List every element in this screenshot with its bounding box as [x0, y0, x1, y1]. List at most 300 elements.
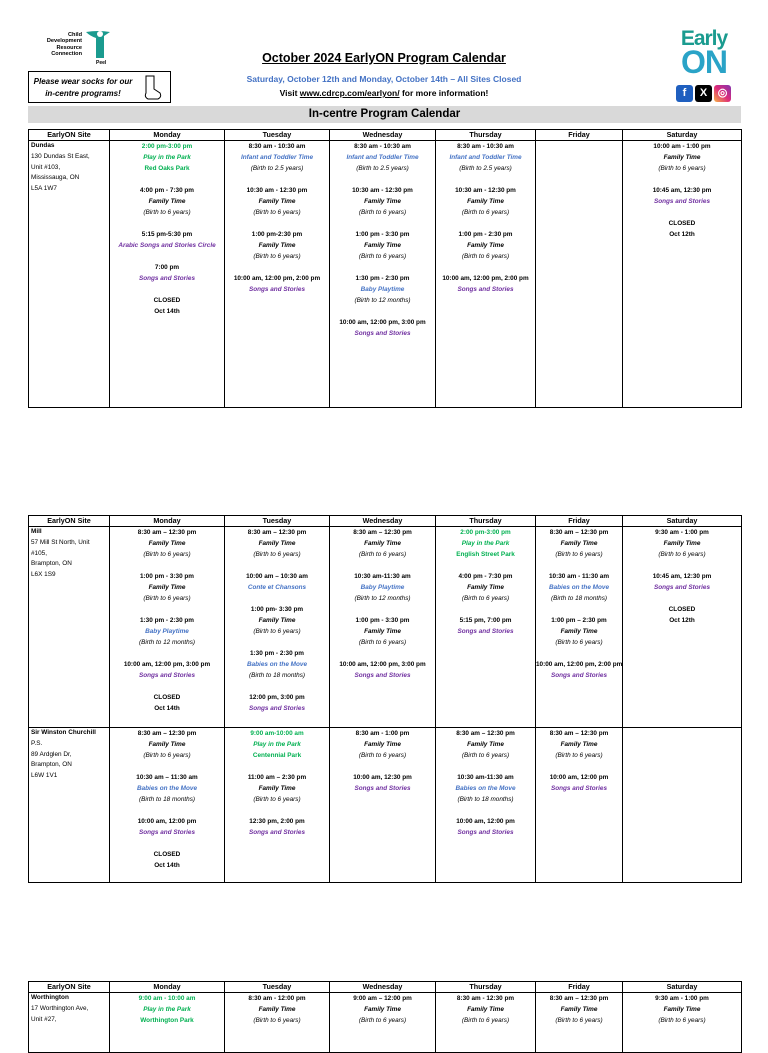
program-entry: [110, 527, 224, 560]
age-range: (Birth to 12 months): [354, 297, 411, 304]
site-cell: [29, 993, 110, 1053]
program-time: 10:00 am, 12:00 pm, 2:00 pm: [442, 275, 529, 282]
age-range: (Birth to 6 years): [358, 639, 407, 646]
section-title: In-centre Program Calendar: [28, 106, 741, 123]
site-address-line: 57 Mill St North, Unit: [31, 538, 90, 546]
day-cell: [623, 728, 742, 883]
age-range: (Birth to 6 years): [358, 551, 407, 558]
program-name: Family Time: [258, 785, 296, 792]
day-cell: [110, 728, 225, 883]
program-name: Family Time: [258, 617, 296, 624]
program-entry: [536, 993, 622, 1026]
program-entry: [536, 659, 622, 681]
col-thursday: Thursday: [436, 982, 536, 993]
program-entry: [330, 185, 435, 218]
calendar-table-worthington: [28, 981, 742, 1053]
program-time: 10:00 am, 12:00 pm: [549, 774, 609, 781]
age-range: (Birth to 6 years): [253, 628, 301, 635]
age-range: (Birth to 6 years): [358, 1017, 407, 1024]
col-saturday: Saturday: [623, 516, 742, 527]
program-entry: [330, 772, 435, 794]
park-location: English Street Park: [456, 551, 515, 558]
age-range: (Birth to 6 years): [358, 209, 407, 216]
age-range: (Birth to 12 months): [138, 639, 196, 646]
program-entry: [110, 772, 224, 805]
program-time: 9:00 am – 12:00 pm: [353, 995, 412, 1002]
program-time: 2:00 pm-3:00 pm: [460, 529, 511, 536]
program-name: Family Time: [560, 628, 598, 635]
table-header-row: [29, 982, 742, 993]
age-range: (Birth to 6 years): [253, 1017, 301, 1024]
program-time: 10:00 am, 12:00 pm, 2:00 pm: [233, 275, 321, 282]
day-cell: [536, 728, 623, 883]
park-location: Red Oaks Park: [144, 165, 190, 172]
program-time: 10:00 am, 12:00 pm, 3:00 pm: [339, 661, 426, 668]
age-range: (Birth to 2.5 years): [356, 165, 409, 172]
program-name: Family Time: [560, 1006, 598, 1013]
program-time: CLOSED: [668, 606, 696, 613]
program-entry: [225, 728, 329, 761]
program-name: Baby Playtime: [360, 584, 405, 591]
age-range: (Birth to 6 years): [461, 1017, 510, 1024]
site-address-line: Brampton, ON: [31, 560, 72, 568]
site-name: Sir Winston Churchill: [31, 729, 96, 736]
day-cell: [330, 527, 436, 728]
sock-icon: [140, 75, 162, 101]
program-time: 11:00 am – 2:30 pm: [247, 774, 307, 781]
program-entry: [436, 141, 535, 174]
program-entry: [330, 527, 435, 560]
day-cell: [225, 141, 330, 408]
program-time: 8:30 am - 10:30 am: [248, 143, 306, 150]
col-tuesday: Tuesday: [225, 982, 330, 993]
program-entry: [110, 141, 224, 174]
program-time: 2:00 pm-3:00 pm: [141, 143, 193, 150]
age-range: (Birth to 6 years): [461, 752, 510, 759]
program-name: Family Time: [364, 242, 401, 249]
program-entry: [110, 692, 224, 714]
col-monday: Monday: [110, 516, 225, 527]
program-entry: [623, 218, 741, 240]
program-name: Songs and Stories: [457, 829, 514, 836]
program-entry: [110, 993, 224, 1026]
program-time: 9:00 am - 10:00 am: [138, 995, 196, 1002]
program-time: 1:00 pm - 3:30 pm: [140, 573, 194, 580]
col-friday: Friday: [536, 516, 623, 527]
program-name: Songs and Stories: [354, 785, 411, 792]
day-cell: [110, 527, 225, 728]
program-name: Babies on the Move: [246, 661, 307, 668]
age-range: (Birth to 6 years): [253, 551, 301, 558]
program-time: 1:00 pm-2:30 pm: [251, 231, 303, 238]
age-range: (Birth to 6 years): [658, 551, 706, 558]
program-time: CLOSED: [153, 297, 181, 304]
program-name: Songs and Stories: [354, 330, 411, 337]
program-time: 10:30 am - 12:30 pm: [352, 187, 413, 194]
age-range: (Birth to 6 years): [358, 253, 407, 260]
x-icon[interactable]: X: [695, 85, 712, 102]
day-cell: [436, 527, 536, 728]
table-header-row: [29, 516, 742, 527]
program-time: 1:00 pm - 2:30 pm: [458, 231, 513, 238]
site-address-line: L6W 1V1: [31, 772, 58, 780]
program-name: Babies on the Move: [455, 785, 516, 792]
program-name: Arabic Songs and Stories Circle: [118, 242, 216, 249]
program-time: 8:30 am – 12:30 pm: [549, 529, 609, 536]
program-name: Family Time: [364, 628, 401, 635]
program-name: Family Time: [364, 741, 401, 748]
program-entry: [623, 993, 741, 1026]
day-cell: [536, 527, 623, 728]
program-name: Songs and Stories: [138, 829, 196, 836]
closed-date: Oct 14th: [154, 705, 180, 712]
age-range: (Birth to 6 years): [253, 209, 301, 216]
day-cell: [623, 141, 742, 408]
program-name: Family Time: [663, 154, 701, 161]
program-time: 1:30 pm - 2:30 pm: [355, 275, 410, 282]
day-cell: [225, 728, 330, 883]
program-time: 1:00 pm - 3:30 pm: [355, 617, 410, 624]
program-time: 8:30 am - 12:30 pm: [456, 995, 515, 1002]
program-entry: [436, 993, 535, 1026]
day-cell: [330, 141, 436, 408]
day-cell: [225, 527, 330, 728]
program-entry: [110, 262, 224, 284]
site-address-line: 89 Ardglen Dr,: [31, 750, 72, 758]
program-name: Songs and Stories: [138, 275, 196, 282]
program-time: 10:30 am - 11:30 am: [548, 573, 610, 580]
site-name: Dundas: [31, 142, 55, 149]
program-time: 8:30 am – 12:30 pm: [549, 730, 609, 737]
col-thursday: Thursday: [436, 130, 536, 141]
col-saturday: Saturday: [623, 982, 742, 993]
program-entry: [225, 229, 329, 262]
program-entry: [225, 993, 329, 1026]
col-wednesday: Wednesday: [330, 982, 436, 993]
peel-label: Peel: [96, 60, 107, 66]
program-name: Family Time: [258, 198, 296, 205]
program-time: 5:15 pm-5:30 pm: [141, 231, 193, 238]
program-time: 1:30 pm - 2:30 pm: [140, 617, 194, 624]
day-cell: [225, 993, 330, 1053]
age-range: (Birth to 6 years): [555, 639, 603, 646]
col-monday: Monday: [110, 130, 225, 141]
program-entry: [330, 317, 435, 339]
program-entry: [110, 295, 224, 317]
program-time: 12:00 pm, 3:00 pm: [249, 694, 305, 701]
program-entry: [536, 728, 622, 761]
age-range: (Birth to 6 years): [253, 796, 301, 803]
park-location: Centennial Park: [252, 752, 302, 759]
closure-notice: Saturday, October 12th and Monday, October 14th – All Sites Closed: [246, 74, 522, 84]
program-time: 4:00 pm - 7:30 pm: [458, 573, 513, 580]
program-time: 10:00 am, 12:30 pm: [353, 774, 412, 781]
program-name: Babies on the Move: [136, 785, 197, 792]
col-tuesday: Tuesday: [225, 130, 330, 141]
col-site: EarlyON Site: [29, 982, 110, 993]
col-wednesday: Wednesday: [330, 130, 436, 141]
program-name: Songs and Stories: [354, 672, 411, 679]
program-time: 8:30 am – 12:30 pm: [353, 529, 412, 536]
program-name: Family Time: [148, 584, 186, 591]
cdrcp-logo-text: Child Development Resource Connection: [46, 32, 82, 58]
program-time: CLOSED: [153, 851, 181, 858]
table-row: [29, 993, 742, 1053]
age-range: (Birth to 2.5 years): [250, 165, 304, 172]
site-address-line: L5A 1W7: [31, 185, 57, 193]
page-title: October 2024 EarlyON Program Calendar: [262, 51, 506, 65]
program-time: 10:45 am, 12:30 pm: [652, 573, 712, 580]
site-cell: [29, 728, 110, 883]
col-site: EarlyON Site: [29, 130, 110, 141]
program-time: 1:30 pm - 2:30 pm: [250, 650, 304, 657]
calendar-table-brampton: [28, 515, 742, 883]
closed-date: Oct 14th: [154, 862, 180, 869]
table-row: [29, 728, 742, 883]
site-cell: [29, 527, 110, 728]
program-entry: [330, 659, 435, 681]
program-entry: [436, 728, 535, 761]
program-time: 9:30 am - 1:00 pm: [655, 529, 709, 536]
program-name: Family Time: [467, 242, 504, 249]
site-address-line: #105,: [31, 549, 47, 557]
program-name: Family Time: [560, 540, 598, 547]
program-entry: [110, 615, 224, 648]
instagram-icon[interactable]: ◎: [714, 85, 731, 102]
program-entry: [436, 229, 535, 262]
table-row: [29, 527, 742, 728]
program-entry: [436, 527, 535, 560]
program-entry: [436, 185, 535, 218]
program-time: 12:30 pm, 2:00 pm: [249, 818, 305, 825]
program-time: 8:30 am - 10:30 am: [354, 143, 411, 150]
program-name: Babies on the Move: [548, 584, 609, 591]
age-range: (Birth to 6 years): [555, 551, 603, 558]
program-name: Conte et Chansons: [247, 584, 307, 591]
program-time: CLOSED: [153, 694, 181, 701]
program-entry: [225, 604, 329, 637]
program-entry: [110, 849, 224, 871]
program-entry: [225, 816, 329, 838]
program-name: Infant and Toddler Time: [240, 154, 314, 161]
program-name: Infant and Toddler Time: [346, 154, 419, 161]
age-range: (Birth to 6 years): [555, 1017, 603, 1024]
program-time: 9:30 am - 1:00 pm: [655, 995, 709, 1002]
program-name: Family Time: [364, 1006, 401, 1013]
age-range: (Birth to 2.5 years): [459, 165, 512, 172]
program-entry: [330, 229, 435, 262]
program-name: Family Time: [148, 741, 186, 748]
program-entry: [225, 273, 329, 295]
day-cell: [436, 993, 536, 1053]
calendar-table-dundas: [28, 129, 742, 408]
program-entry: [330, 273, 435, 306]
day-cell: [536, 993, 623, 1053]
site-address-line: Mississauga, ON: [31, 174, 80, 182]
age-range: (Birth to 6 years): [461, 253, 510, 260]
col-tuesday: Tuesday: [225, 516, 330, 527]
age-range: (Birth to 6 years): [253, 253, 301, 260]
site-address-line: P.S.: [31, 739, 43, 747]
visit-line: Visit www.cdrcp.com/earlyon/ for more information!: [279, 88, 489, 98]
program-name: Baby Playtime: [145, 628, 189, 635]
col-wednesday: Wednesday: [330, 516, 436, 527]
program-entry: [623, 527, 741, 560]
park-location: Worthington Park: [140, 1017, 194, 1024]
program-name: Play in the Park: [461, 540, 510, 547]
program-name: Family Time: [364, 198, 401, 205]
program-name: Songs and Stories: [138, 672, 196, 679]
col-friday: Friday: [536, 982, 623, 993]
earlyon-logo: [672, 27, 736, 107]
program-entry: [623, 141, 741, 174]
program-name: Family Time: [364, 540, 401, 547]
program-time: 10:00 am, 12:00 pm: [456, 818, 515, 825]
age-range: (Birth to 6 years): [658, 1017, 706, 1024]
site-address-line: 130 Dundas St East,: [31, 152, 90, 160]
program-name: Play in the Park: [253, 741, 301, 748]
program-entry: [623, 604, 741, 626]
program-entry: [436, 273, 535, 295]
cdrcp-logo: [36, 30, 116, 66]
program-time: 8:30 am - 1:00 pm: [355, 730, 410, 737]
program-entry: [110, 816, 224, 838]
socks-note-text: Please wear socks for our in-centre programs!: [33, 77, 133, 98]
program-time: 10:00 am, 12:00 pm, 3:00 pm: [339, 319, 426, 326]
program-entry: [110, 659, 224, 681]
program-name: Family Time: [560, 741, 598, 748]
program-time: 4:00 pm - 7:30 pm: [140, 187, 194, 194]
col-monday: Monday: [110, 982, 225, 993]
program-time: 8:30 am – 12:30 pm: [137, 529, 197, 536]
age-range: (Birth to 6 years): [143, 209, 191, 216]
program-entry: [436, 615, 535, 637]
day-cell: [110, 141, 225, 408]
program-time: 10:00 am - 1:00 pm: [653, 143, 711, 150]
program-entry: [225, 772, 329, 805]
age-range: (Birth to 12 months): [354, 595, 411, 602]
program-time: 8:30 am - 10:30 am: [457, 143, 514, 150]
day-cell: [623, 993, 742, 1053]
program-name: Songs and Stories: [457, 286, 514, 293]
program-entry: [225, 185, 329, 218]
site-address-line: Unit #27,: [31, 1015, 57, 1023]
program-time: 10:30 am – 11:30 am: [136, 774, 198, 781]
program-name: Family Time: [258, 1006, 296, 1013]
website-link[interactable]: www.cdrcp.com/earlyon/: [299, 88, 400, 98]
program-name: Family Time: [663, 1006, 701, 1013]
program-entry: [225, 141, 329, 174]
program-name: Songs and Stories: [457, 628, 514, 635]
program-entry: [330, 571, 435, 604]
program-time: 10:00 am, 12:00 pm, 3:00 pm: [123, 661, 211, 668]
program-name: Infant and Toddler Time: [449, 154, 522, 161]
facebook-icon[interactable]: f: [676, 85, 693, 102]
program-name: Family Time: [258, 242, 296, 249]
program-time: 10:30 am-11:30 am: [354, 573, 411, 580]
site-address-line: 17 Worthington Ave,: [31, 1004, 89, 1012]
program-time: 10:45 am, 12:30 pm: [652, 187, 712, 194]
program-entry: [330, 993, 435, 1026]
site-name: Mill: [31, 528, 42, 535]
col-thursday: Thursday: [436, 516, 536, 527]
socks-notice: [28, 71, 171, 103]
program-time: 10:00 am – 10:30 am: [246, 573, 308, 580]
age-range: (Birth to 18 months): [550, 595, 608, 602]
program-time: 1:00 pm - 3:30 pm: [355, 231, 410, 238]
age-range: (Birth to 6 years): [461, 595, 510, 602]
day-cell: [110, 993, 225, 1053]
day-cell: [536, 141, 623, 408]
program-name: Family Time: [467, 584, 504, 591]
program-entry: [110, 185, 224, 218]
program-name: Family Time: [467, 1006, 504, 1013]
program-name: Songs and Stories: [653, 584, 711, 591]
site-cell: [29, 141, 110, 408]
program-name: Family Time: [467, 198, 504, 205]
program-time: 7:00 pm: [154, 264, 180, 271]
program-entry: [436, 571, 535, 604]
program-entry: [536, 772, 622, 794]
program-entry: [436, 816, 535, 838]
program-name: Songs and Stories: [653, 198, 711, 205]
program-entry: [330, 615, 435, 648]
program-time: 8:30 am – 12:30 pm: [456, 730, 515, 737]
program-name: Family Time: [148, 198, 186, 205]
col-site: EarlyON Site: [29, 516, 110, 527]
earlyon-logo-on: ON: [681, 44, 727, 80]
program-time: 8:30 am – 12:30 pm: [137, 730, 197, 737]
age-range: (Birth to 6 years): [555, 752, 603, 759]
program-name: Family Time: [148, 540, 186, 547]
site-name: Worthington: [31, 994, 69, 1001]
program-entry: [225, 648, 329, 681]
program-name: Songs and Stories: [248, 829, 306, 836]
age-range: (Birth to 6 years): [143, 595, 191, 602]
site-address-line: L6X 1S9: [31, 571, 56, 579]
closed-date: Oct 14th: [154, 308, 180, 315]
day-cell: [436, 728, 536, 883]
program-entry: [330, 141, 435, 174]
program-entry: [536, 527, 622, 560]
program-entry: [623, 571, 741, 593]
program-name: Play in the Park: [143, 154, 191, 161]
age-range: (Birth to 6 years): [461, 209, 510, 216]
program-time: 10:30 am - 12:30 pm: [246, 187, 308, 194]
cdrcp-figure-icon: [84, 30, 112, 60]
age-range: (Birth to 6 years): [143, 752, 191, 759]
program-name: Songs and Stories: [550, 672, 608, 679]
program-entry: [110, 728, 224, 761]
program-name: Songs and Stories: [550, 785, 608, 792]
program-time: 8:30 am – 12:30 pm: [549, 995, 609, 1002]
program-entry: [110, 571, 224, 604]
table-row: [29, 141, 742, 408]
program-entry: [436, 772, 535, 805]
program-time: CLOSED: [668, 220, 696, 227]
program-time: 9:00 am-10:00 am: [250, 730, 304, 737]
program-time: 8:30 am - 12:00 pm: [248, 995, 306, 1002]
program-entry: [110, 229, 224, 251]
program-time: 10:30 am - 12:30 pm: [455, 187, 516, 194]
col-friday: Friday: [536, 130, 623, 141]
age-range: (Birth to 6 years): [358, 752, 407, 759]
table-header-row: [29, 130, 742, 141]
age-range: (Birth to 18 months): [457, 796, 514, 803]
earlyon-logo-early: Early: [680, 27, 728, 50]
day-cell: [330, 993, 436, 1053]
program-name: Play in the Park: [143, 1006, 191, 1013]
